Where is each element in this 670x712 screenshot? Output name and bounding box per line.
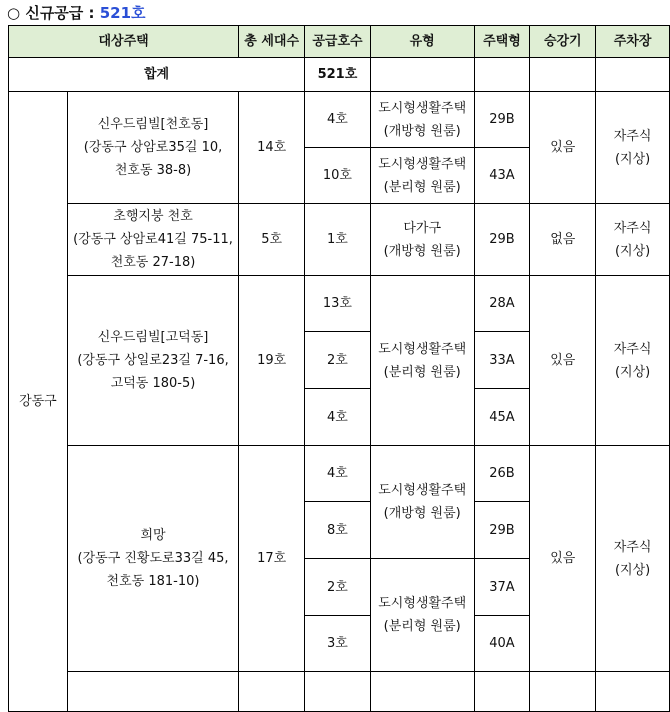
total-empty-cell: [530, 58, 596, 92]
total-supply: 521호: [305, 58, 371, 92]
empty-cell: [530, 672, 596, 712]
header-type: 유형: [370, 26, 474, 58]
header-households: 총 세대수: [239, 26, 305, 58]
parking-type: 자주식: [613, 128, 652, 144]
type-detail: (분리형 원룸): [383, 179, 461, 195]
building-address: (강동구 상암로35길 10,: [83, 140, 223, 155]
empty-cell: [239, 672, 305, 712]
unit-type-cell: 29B: [474, 204, 530, 276]
type-detail: (개방형 원룸): [383, 123, 461, 139]
building-address: (강동구 진황도로33길 45,: [77, 551, 229, 566]
parking-location: (지상): [614, 151, 651, 167]
households-cell: 14호: [239, 92, 305, 204]
total-empty-cell: [370, 58, 474, 92]
building-name: 신우드림빌[고덕동]: [97, 330, 209, 345]
header-supply: 공급호수: [305, 26, 371, 58]
type-cell: [370, 276, 474, 446]
unit-type-cell: 29B: [474, 502, 530, 559]
type-cell: [370, 148, 474, 204]
elevator-cell: 없음: [530, 204, 596, 276]
empty-cell: [370, 672, 474, 712]
elevator-cell: 있음: [530, 92, 596, 204]
type-name: 다가구: [403, 220, 442, 236]
supply-cell: 4호: [305, 389, 371, 446]
table-row: [9, 276, 670, 332]
parking-type: 자주식: [613, 220, 652, 236]
type-detail: (개방형 원룸): [383, 506, 461, 521]
table-row: [9, 204, 670, 276]
building-address: (강동구 상암로41길 75-11,: [73, 232, 233, 247]
building-address: 천호동 181-10): [106, 574, 200, 589]
parking-cell: [596, 204, 670, 276]
unit-type-cell: 37A: [474, 559, 530, 616]
building-name: 초행지붕 천호: [113, 209, 193, 224]
parking-type: 자주식: [613, 341, 652, 357]
header-target: 대상주택: [9, 26, 239, 58]
parking-cell: [596, 446, 670, 672]
section-heading: [7, 2, 146, 24]
supply-cell: 3호: [305, 616, 371, 672]
type-name: 도시형생활주택: [378, 596, 467, 611]
unit-type-cell: 29B: [474, 92, 530, 148]
building-cell: [67, 446, 238, 672]
supply-cell: 2호: [305, 332, 371, 389]
parking-type: 자주식: [613, 539, 652, 555]
type-name: 도시형생활주택: [378, 341, 467, 357]
parking-cell: [596, 92, 670, 204]
total-empty-cell: [596, 58, 670, 92]
building-cell: [67, 276, 238, 446]
building-address: 천호동 27-18): [110, 255, 196, 270]
unit-type-cell: 40A: [474, 616, 530, 672]
type-detail: (분리형 원룸): [383, 619, 461, 634]
building-cell: [67, 92, 238, 204]
unit-type-cell: 45A: [474, 389, 530, 446]
parking-location: (지상): [614, 364, 651, 380]
type-detail: (개방형 원룸): [383, 243, 461, 259]
district-cell: 강동구: [9, 92, 68, 712]
building-cell: [67, 204, 238, 276]
supply-cell: 2호: [305, 559, 371, 616]
parking-cell: [596, 276, 670, 446]
header-elevator: 승강기: [530, 26, 596, 58]
building-address: (강동구 상일로23길 7-16,: [77, 353, 229, 368]
header-unit-type: 주택형: [474, 26, 530, 58]
supply-cell: 4호: [305, 446, 371, 502]
households-cell: 17호: [239, 446, 305, 672]
housing-supply-table: [8, 25, 670, 712]
supply-cell: 13호: [305, 276, 371, 332]
total-label: 합계: [9, 58, 305, 92]
supply-cell: 1호: [305, 204, 371, 276]
type-detail: (분리형 원룸): [383, 364, 461, 380]
type-name: 도시형생활주택: [378, 483, 467, 498]
type-name: 도시형생활주택: [378, 156, 467, 172]
total-empty-cell: [474, 58, 530, 92]
circle-bullet-icon: ○: [7, 4, 21, 22]
households-cell: 5호: [239, 204, 305, 276]
unit-type-cell: 26B: [474, 446, 530, 502]
building-address: 천호동 38-8): [114, 163, 192, 178]
type-cell: [370, 204, 474, 276]
households-cell: 19호: [239, 276, 305, 446]
unit-type-cell: 28A: [474, 276, 530, 332]
table-row: [9, 446, 670, 502]
header-parking: 주차장: [596, 26, 670, 58]
heading-count: 521호: [99, 4, 146, 22]
type-cell: [370, 559, 474, 672]
type-name: 도시형생활주택: [378, 100, 467, 116]
total-row: [9, 58, 670, 92]
empty-cell: [305, 672, 371, 712]
table-row: [9, 92, 670, 148]
type-cell: [370, 92, 474, 148]
parking-location: (지상): [614, 562, 651, 578]
empty-cell: [474, 672, 530, 712]
building-name: 희망: [140, 528, 166, 543]
unit-type-cell: 33A: [474, 332, 530, 389]
heading-label: 신규공급 :: [25, 4, 95, 22]
elevator-cell: 있음: [530, 276, 596, 446]
building-address: 고덕동 180-5): [110, 376, 196, 391]
supply-cell: 10호: [305, 148, 371, 204]
header-row: [9, 26, 670, 58]
supply-cell: 4호: [305, 92, 371, 148]
supply-cell: 8호: [305, 502, 371, 559]
elevator-cell: 있음: [530, 446, 596, 672]
unit-type-cell: 43A: [474, 148, 530, 204]
table-row: [9, 672, 670, 712]
building-name: 신우드림빌[천호동]: [97, 117, 209, 132]
type-cell: [370, 446, 474, 559]
empty-cell: [596, 672, 670, 712]
empty-cell: [67, 672, 238, 712]
parking-location: (지상): [614, 243, 651, 259]
